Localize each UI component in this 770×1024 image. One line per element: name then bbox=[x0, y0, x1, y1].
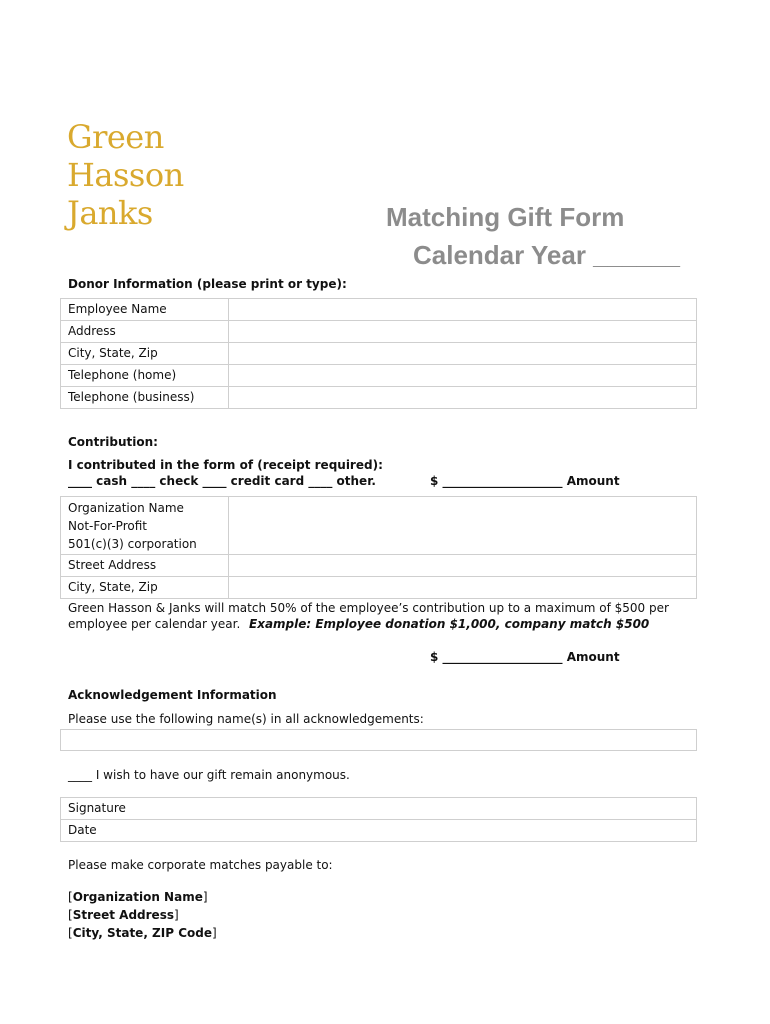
match-policy-text: Green Hasson & Janks will match 50% of the employee’s contribution up to a maximum of $500 per bbox=[68, 601, 669, 615]
org-row-name bbox=[61, 497, 696, 554]
city-state-zip-field[interactable] bbox=[229, 343, 696, 364]
org-street-field[interactable] bbox=[229, 555, 696, 576]
org-city-field[interactable] bbox=[229, 577, 696, 598]
date-row bbox=[61, 819, 696, 841]
donor-row-telephone-business bbox=[61, 386, 696, 408]
payable-street-address: Street Address bbox=[72, 908, 174, 922]
telephone-home-label: Telephone (home) bbox=[61, 365, 229, 386]
match-amount-line: $ ____________________ Amount bbox=[430, 650, 620, 664]
match-example: Example: Employee donation $1,000, company match $500 bbox=[249, 617, 650, 631]
not-for-profit-label: Not-For-Profit bbox=[68, 519, 147, 533]
employee-name-field[interactable] bbox=[229, 299, 696, 320]
city-state-zip-label: City, State, Zip bbox=[61, 343, 229, 364]
signature-row bbox=[61, 798, 696, 819]
acknowledgement-instruction: Please use the following name(s) in all acknowledgements: bbox=[68, 712, 424, 726]
match-policy-text-2: employee per calendar year. bbox=[68, 617, 241, 631]
donor-row-city-state-zip bbox=[61, 342, 696, 364]
org-city-label: City, State, Zip bbox=[61, 577, 229, 598]
payable-city-state-zip: City, State, ZIP Code bbox=[72, 926, 212, 940]
contribution-amount-line: $ ____________________ Amount bbox=[430, 474, 620, 488]
contribution-type-options: ____ cash ____ check ____ credit card ____ other. bbox=[68, 474, 376, 488]
donor-row-address bbox=[61, 320, 696, 342]
payable-city-line: [City, State, ZIP Code] bbox=[68, 926, 217, 940]
logo-line-janks: Janks bbox=[67, 194, 153, 232]
telephone-business-label: Telephone (business) bbox=[61, 387, 229, 408]
telephone-business-field[interactable] bbox=[229, 387, 696, 408]
contribution-form-line: I contributed in the form of (receipt required): bbox=[68, 458, 383, 472]
org-name-field[interactable] bbox=[229, 497, 696, 554]
payable-address-block bbox=[68, 888, 217, 942]
donor-info-heading: Donor Information (please print or type): bbox=[68, 277, 347, 291]
donor-info-table bbox=[60, 298, 697, 409]
donor-row-employee-name bbox=[61, 299, 696, 320]
anonymous-option: ____ I wish to have our gift remain anonymous. bbox=[68, 768, 350, 782]
logo-line-hasson: Hasson bbox=[67, 156, 184, 194]
payable-org-name: Organization Name bbox=[72, 890, 203, 904]
address-label: Address bbox=[61, 321, 229, 342]
signature-field[interactable]: Signature bbox=[68, 801, 126, 815]
org-street-label: Street Address bbox=[61, 555, 229, 576]
form-title: Matching Gift Form bbox=[386, 202, 625, 232]
payable-street-line: [Street Address] bbox=[68, 908, 179, 922]
payable-instruction: Please make corporate matches payable to: bbox=[68, 858, 333, 872]
org-name-label-group bbox=[61, 497, 229, 554]
organization-table bbox=[60, 496, 697, 599]
payable-org-line: [Organization Name] bbox=[68, 890, 208, 904]
corporation-label: 501(c)(3) corporation bbox=[68, 537, 197, 551]
calendar-year-line: Calendar Year ______ bbox=[413, 240, 680, 270]
contribution-heading: Contribution: bbox=[68, 435, 158, 449]
telephone-home-field[interactable] bbox=[229, 365, 696, 386]
address-field[interactable] bbox=[229, 321, 696, 342]
company-logo bbox=[67, 118, 184, 232]
acknowledgement-heading: Acknowledgement Information bbox=[68, 688, 277, 702]
org-row-street bbox=[61, 554, 696, 576]
employee-name-label: Employee Name bbox=[61, 299, 229, 320]
donor-row-telephone-home bbox=[61, 364, 696, 386]
acknowledgement-name-field[interactable] bbox=[60, 729, 697, 751]
date-field[interactable]: Date bbox=[68, 823, 97, 837]
org-name-label: Organization Name bbox=[68, 501, 184, 515]
org-row-city bbox=[61, 576, 696, 598]
signature-table bbox=[60, 797, 697, 842]
logo-line-green: Green bbox=[67, 118, 164, 156]
